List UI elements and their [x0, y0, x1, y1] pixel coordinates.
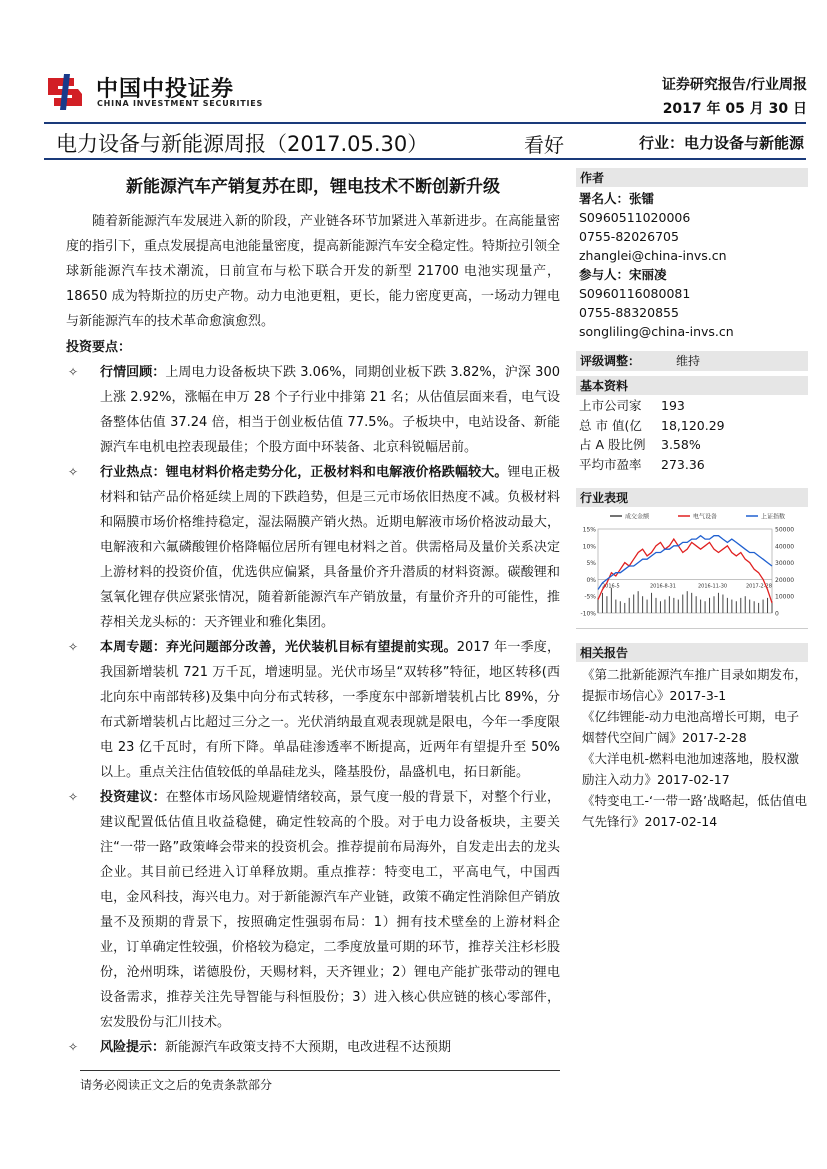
- performance-chart-svg: [576, 509, 808, 629]
- basic-info-value: 193: [661, 398, 685, 413]
- footer-disclaimer: 请务必阅读正文之后的免责条款部分: [80, 1078, 273, 1092]
- bullet-weekly-topic: [66, 635, 560, 785]
- report-date: 2017 年 05 月 30 日: [662, 101, 807, 117]
- logo-text-en: CHINA INVESTMENT SECURITIES: [97, 99, 264, 108]
- bullet-label: 本周专题：弃光问题部分改善，光伏装机目标有望提前实现。: [100, 640, 457, 655]
- rating-adjust-label: 评级调整：: [580, 354, 641, 368]
- bullet-text: 锂电正极材料和钴产品价格延续上周的下跌趋势，但是三元市场依旧热度不减。负极材料和隔膜市场价格维持稳定，湿法隔膜产销火热。近期电解液市场价格波动最大，电解液和六氟磷酸锂价格降幅位居所有锂电材料之首。供需格局及量价关系决定上游材料的投资价值，优选供应偏紧，具备量价齐升潜质的材料资源。碳酸锂和氢氧化锂存供应紧张情况，随着新能源汽车产销放量，有量价齐升的可能性，推荐相关龙头标的：天齐锂业和雅化集团。: [100, 465, 560, 630]
- title-bar: [44, 122, 806, 160]
- y-left-tick-label: -5%: [584, 593, 596, 601]
- y-right-tick-label: 0: [775, 610, 779, 618]
- bullet-text: 2017 年一季度，我国新增装机 721 万千瓦，增速明显。光伏市场呈“双转移”特征，地区转移(西北向东中南部转移)及集中向分布式转移，一季度东中部新增装机占比 89%，分布式新增装机占比超过三分之一。光伏消纳最直观表现就是限电，今年一季度限电 23 亿千瓦时，有所下降。单晶硅渗透率不断提高，近两年有望提升至 50%以上。重点关注估值较低的单晶硅龙头，隆基股份，晶盛机电，拓日新能。: [100, 640, 560, 780]
- y-right-tick-label: 30000: [775, 560, 795, 568]
- related-report-item[interactable]: 《特变电工-‘一带一路’战略起，低估值电气先锋行》2017-02-14: [582, 793, 807, 829]
- legend-label: 成交金额: [625, 513, 650, 521]
- basic-info-key: 总 市 值(亿: [579, 417, 642, 433]
- related-reports-list: [576, 662, 808, 832]
- industry-label: 行业：电力设备与新能源: [638, 134, 804, 152]
- basic-info-row: [579, 435, 808, 455]
- author2-phone: 0755-88320855: [579, 305, 679, 320]
- diamond-bullet-icon: ✧: [68, 465, 79, 479]
- diamond-bullet-icon: ✧: [68, 1040, 79, 1054]
- bullet-text: 新能源汽车政策支持不大预期，电改进程不达预期: [165, 1040, 452, 1055]
- y-right-tick-label: 20000: [775, 576, 795, 584]
- intro-paragraph: 随着新能源汽车发展进入新的阶段，产业链各环节加紧进入革新进步。在高能量密度的指引下，重点发展提高电池能量密度，提高新能源汽车安全稳定性。特斯拉引领全球新能源汽车技术潮流，日前宣布与松下联合开发的新型 21700 电池实现量产，18650 成为特斯拉的历史产物。动力电池更粗，更长，能力密度更高，一场动力锂电与新能源汽车的技术革命愈演愈烈。: [66, 214, 561, 329]
- y-left-tick-label: -10%: [580, 610, 596, 618]
- industry-rating: 看好: [524, 133, 564, 157]
- y-left-tick-label: 10%: [582, 543, 596, 551]
- bullet-text: 在整体市场风险规避情绪较高，景气度一般的背景下，对整个行业，建议配置低估值且收益稳健，确定性较高的个股。对于电力设备板块，主要关注“一带一路”政策峰会带来的投资机会。推荐提前布局海外，自发走出去的龙头企业。其目前已经进入订单释放期。重点推荐：特变电工，平高电气，中国西电，金风科技，海兴电力。对于新能源汽车产业链，政策不确定性消除但产销放量不及预期的背景下，按照确定性强弱布局：1）拥有技术壁垒的上游材料企业，订单确定性较强，价格较为稳定，二季度放量可期的环节，推荐关注杉杉股份，沧州明珠，诺德股份，天赐材料，天齐锂业；2）锂电产能扩张带动的锂电设备需求，推荐关注先导智能与科恒股份；3）进入核心供应链的核心零部件，宏发股份与汇川技术。: [100, 790, 560, 1030]
- footer-divider: [80, 1070, 560, 1071]
- author1-email[interactable]: zhanglei@china-invs.cn: [579, 248, 727, 263]
- key-points-heading: 投资要点：: [66, 340, 132, 355]
- basic-info-title: 基本资料: [576, 376, 808, 395]
- bullet-industry-hotspot: [66, 460, 560, 635]
- basic-info-key: 平均市盈率: [579, 456, 642, 472]
- basic-info-row: [579, 396, 808, 416]
- author2-cert: S0960116080081: [579, 286, 691, 301]
- related-report-item[interactable]: 《第二批新能源汽车推广目录如期发布，提振市场信心》2017-3-1: [582, 667, 808, 703]
- bullet-label: 投资建议：: [100, 790, 166, 805]
- sidebar: [576, 168, 808, 832]
- basic-info-value: 273.36: [661, 456, 705, 472]
- logo-text-cn: 中国中投证券: [96, 77, 235, 102]
- rating-adjust-row: [576, 351, 808, 371]
- legend-label: 电气设备: [693, 513, 718, 521]
- basic-info-row: [579, 455, 808, 475]
- x-tick-label: 2016-8-31: [650, 583, 676, 590]
- basic-info-table: [576, 395, 808, 474]
- series-line-electric-equipment: [598, 539, 772, 603]
- bullet-market-review: [66, 360, 560, 460]
- x-tick-label: 2017-2-28: [746, 583, 772, 590]
- bullet-risk-warning: [66, 1035, 560, 1060]
- chart-frame: [598, 529, 772, 613]
- x-tick-label: 2016-5: [602, 583, 620, 590]
- logo-mark-icon: [44, 72, 86, 112]
- rating-adjust-value: 维持: [676, 354, 701, 368]
- diamond-bullet-icon: ✧: [68, 640, 79, 654]
- related-report-item[interactable]: 《大洋电机-燃料电池加速落地，股权激励注入动力》2017-02-17: [582, 751, 800, 787]
- y-left-tick-label: 0%: [586, 576, 596, 584]
- diamond-bullet-icon: ✧: [68, 365, 79, 379]
- author1-phone: 0755-82026705: [579, 229, 679, 244]
- company-logo: [44, 70, 264, 116]
- author-section-title: 作者: [576, 168, 808, 187]
- basic-info-value: 18,120.29: [661, 417, 725, 433]
- y-right-tick-label: 10000: [775, 593, 795, 601]
- performance-title: 行业表现: [576, 488, 808, 507]
- headline: 新能源汽车产销复苏在即，锂电技术不断创新升级: [126, 177, 500, 197]
- bullet-label: 风险提示：: [100, 1040, 166, 1055]
- y-right-tick-label: 50000: [775, 526, 795, 534]
- page-title: 电力设备与新能源周报（2017.05.30）: [56, 132, 429, 156]
- related-report-item[interactable]: 《亿纬锂能-动力电池高增长可期，电子烟替代空间广阔》2017-2-28: [582, 709, 800, 745]
- author2-name: 参与人：宋丽凌: [579, 267, 667, 282]
- basic-info-value: 3.58%: [661, 437, 701, 452]
- legend-label: 上证指数: [761, 513, 786, 521]
- main-column: [66, 172, 560, 1060]
- y-right-tick-label: 40000: [775, 543, 795, 551]
- report-type: 证券研究报告/行业周报: [661, 77, 807, 93]
- related-reports-title: 相关报告: [576, 643, 808, 662]
- basic-info-row: [579, 416, 808, 436]
- author1-name: 署名人：张镭: [579, 191, 655, 206]
- bullet-investment-advice: [66, 785, 560, 1035]
- basic-info-key: 占 A 股比例: [579, 437, 646, 452]
- y-left-tick-label: 5%: [586, 560, 596, 568]
- x-tick-label: 2016-11-30: [698, 583, 728, 590]
- bullet-label: 行情回顾：: [100, 365, 166, 380]
- performance-chart: [576, 509, 808, 629]
- author2-email[interactable]: songliling@china-invs.cn: [579, 324, 734, 339]
- bullet-text: 上周电力设备板块下跌 3.06%，同期创业板下跌 3.82%，沪深 300 上涨 2.92%，涨幅在申万 28 个子行业中排第 21 名；从估值层面来看，电气设备整体估值 37.24 倍，相当于创业板估值 77.5%。子板块中，电站设备、新能源汽车电机电控表现最佳；个股方面中环装备、北京科锐幅居前。: [100, 365, 560, 455]
- bullet-label: 行业热点：锂电材料价格走势分化，正极材料和电解液价格跌幅较大。: [100, 465, 508, 480]
- author1-cert: S0960511020006: [579, 210, 691, 225]
- basic-info-key: 上市公司家: [579, 398, 642, 413]
- y-left-tick-label: 15%: [582, 526, 596, 534]
- diamond-bullet-icon: ✧: [68, 790, 79, 804]
- author-block: [576, 187, 808, 341]
